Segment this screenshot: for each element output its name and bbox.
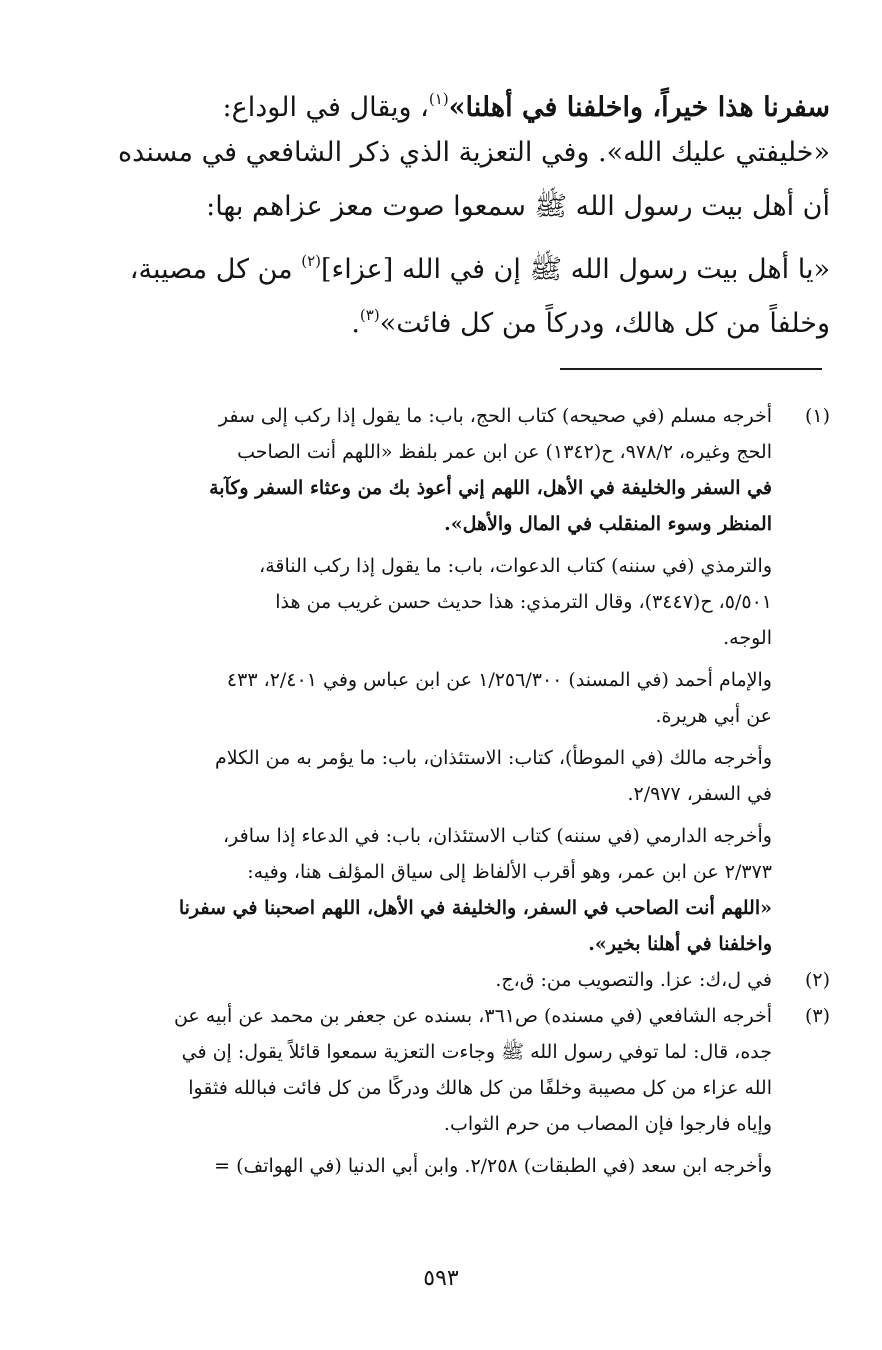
footnote-number: (٣) xyxy=(804,1005,830,1027)
footnote-number: (٢) xyxy=(804,969,830,991)
footnote-line: واخلفنا في أهلنا بخير». xyxy=(588,933,772,955)
text-run: . xyxy=(351,308,360,339)
main-text xyxy=(118,72,830,342)
footnote-line: وأخرجه ابن سعد (في الطبقات) ٢/٢٥٨. وابن أبي الدنيا (في الهواتف) = xyxy=(214,1155,772,1177)
footnote-body xyxy=(150,962,772,998)
main-text-line xyxy=(150,288,830,342)
footnote xyxy=(150,398,830,962)
text-run: وخلفاً من كل هالك، ودركاً من كل فائت» xyxy=(379,308,830,339)
footnote-line: في ل،ك: عزا. والتصويب من: ق،ج. xyxy=(495,969,772,991)
footnote-line: عن أبي هريرة. xyxy=(655,705,772,727)
footnote-line: «اللهم أنت الصاحب في السفر، والخليفة في الأهل، اللهم اصحبنا في سفرنا xyxy=(178,897,772,919)
footnote-line: والإمام أحمد (في المسند) ١/٢٥٦/٣٠٠ عن ابن عباس وفي ٢/٤٠١، ٤٣٣ xyxy=(226,669,772,691)
footnote-marker: (٣) xyxy=(359,306,380,324)
footnote-line: وأخرجه الدارمي (في سننه) كتاب الاستئذان، باب: في الدعاء إذا سافر، xyxy=(223,825,772,847)
footnote-line: في السفر، ٢/٩٧٧. xyxy=(627,783,772,805)
footnote-line: ٢/٣٧٣ عن ابن عمر، وهو أقرب الألفاظ إلى سياق المؤلف هنا، وفيه: xyxy=(247,861,772,883)
footnote-line: الحج وغيره، ٩٧٨/٢، ح(١٣٤٢) عن ابن عمر بلفظ «اللهم أنت الصاحب xyxy=(237,441,772,463)
footnote-body xyxy=(150,998,772,1184)
main-text-line xyxy=(129,234,830,288)
footnote-marker: (٢) xyxy=(301,252,321,270)
footnote-separator xyxy=(560,368,822,370)
footnote-line: وإياه فارجوا فإن المصاب من حرم الثواب. xyxy=(443,1113,772,1135)
footnote-line: ٥/٥٠١، ح(٣٤٤٧)، وقال الترمذي: هذا حديث حسن غريب من هذا xyxy=(275,591,772,613)
footnote-line: المنظر وسوء المنقلب في المال والأهل». xyxy=(444,513,772,535)
footnote-line: الوجه. xyxy=(723,627,772,649)
footnote-line: والترمذي (في سننه) كتاب الدعوات، باب: ما يقول إذا ركب الناقة، xyxy=(259,555,772,577)
footnote-marker: (١) xyxy=(428,90,449,108)
page-number: ٥٩٣ xyxy=(423,1266,459,1291)
footnote-line: وأخرجه مالك (في الموطأ)، كتاب: الاستئذان، باب: ما يؤمر به من الكلام xyxy=(214,747,772,769)
text-run: «خليفتي عليك الله». وفي التعزية الذي ذكر الشافعي في مسنده xyxy=(118,137,830,168)
text-run: «يا أهل بيت رسول الله ﷺ إن في الله [عزاء] xyxy=(320,254,830,285)
footnotes xyxy=(150,398,830,1184)
footnote-body xyxy=(150,398,772,962)
footnote-line: في السفر والخليفة في الأهل، اللهم إني أعوذ بك من وعثاء السفر وكآبة xyxy=(209,477,772,499)
text-run: من كل مصيبة، xyxy=(129,254,302,285)
footnote-line: الله عزاء من كل مصيبة وخلفًا من كل هالك ودركًا من كل فائت فبالله فثقوا xyxy=(188,1077,772,1099)
main-text-line xyxy=(150,72,830,126)
text-run: أن أهل بيت رسول الله ﷺ سمعوا صوت معز عزاهم بها: xyxy=(206,191,830,222)
footnote-line: أخرجه مسلم (في صحيحه) كتاب الحج، باب: ما يقول إذا ركب إلى سفر xyxy=(218,405,772,427)
bold-quote: سفرنا هذا خيراً، واخلفنا في أهلنا» xyxy=(448,92,830,123)
text-run: ، ويقال في الوداع: xyxy=(222,92,429,123)
footnote-line: جده، قال: لما توفي رسول الله ﷺ وجاءت التعزية سمعوا قائلاً يقول: إن في xyxy=(181,1041,772,1063)
footnote xyxy=(150,962,830,998)
main-text-line xyxy=(118,126,830,180)
footnote-number: (١) xyxy=(804,405,830,427)
footnote xyxy=(150,998,830,1184)
main-text-line xyxy=(150,180,830,234)
footnote-line: أخرجه الشافعي (في مسنده) ص٣٦١، بسنده عن جعفر بن محمد عن أبيه عن xyxy=(173,1005,772,1027)
